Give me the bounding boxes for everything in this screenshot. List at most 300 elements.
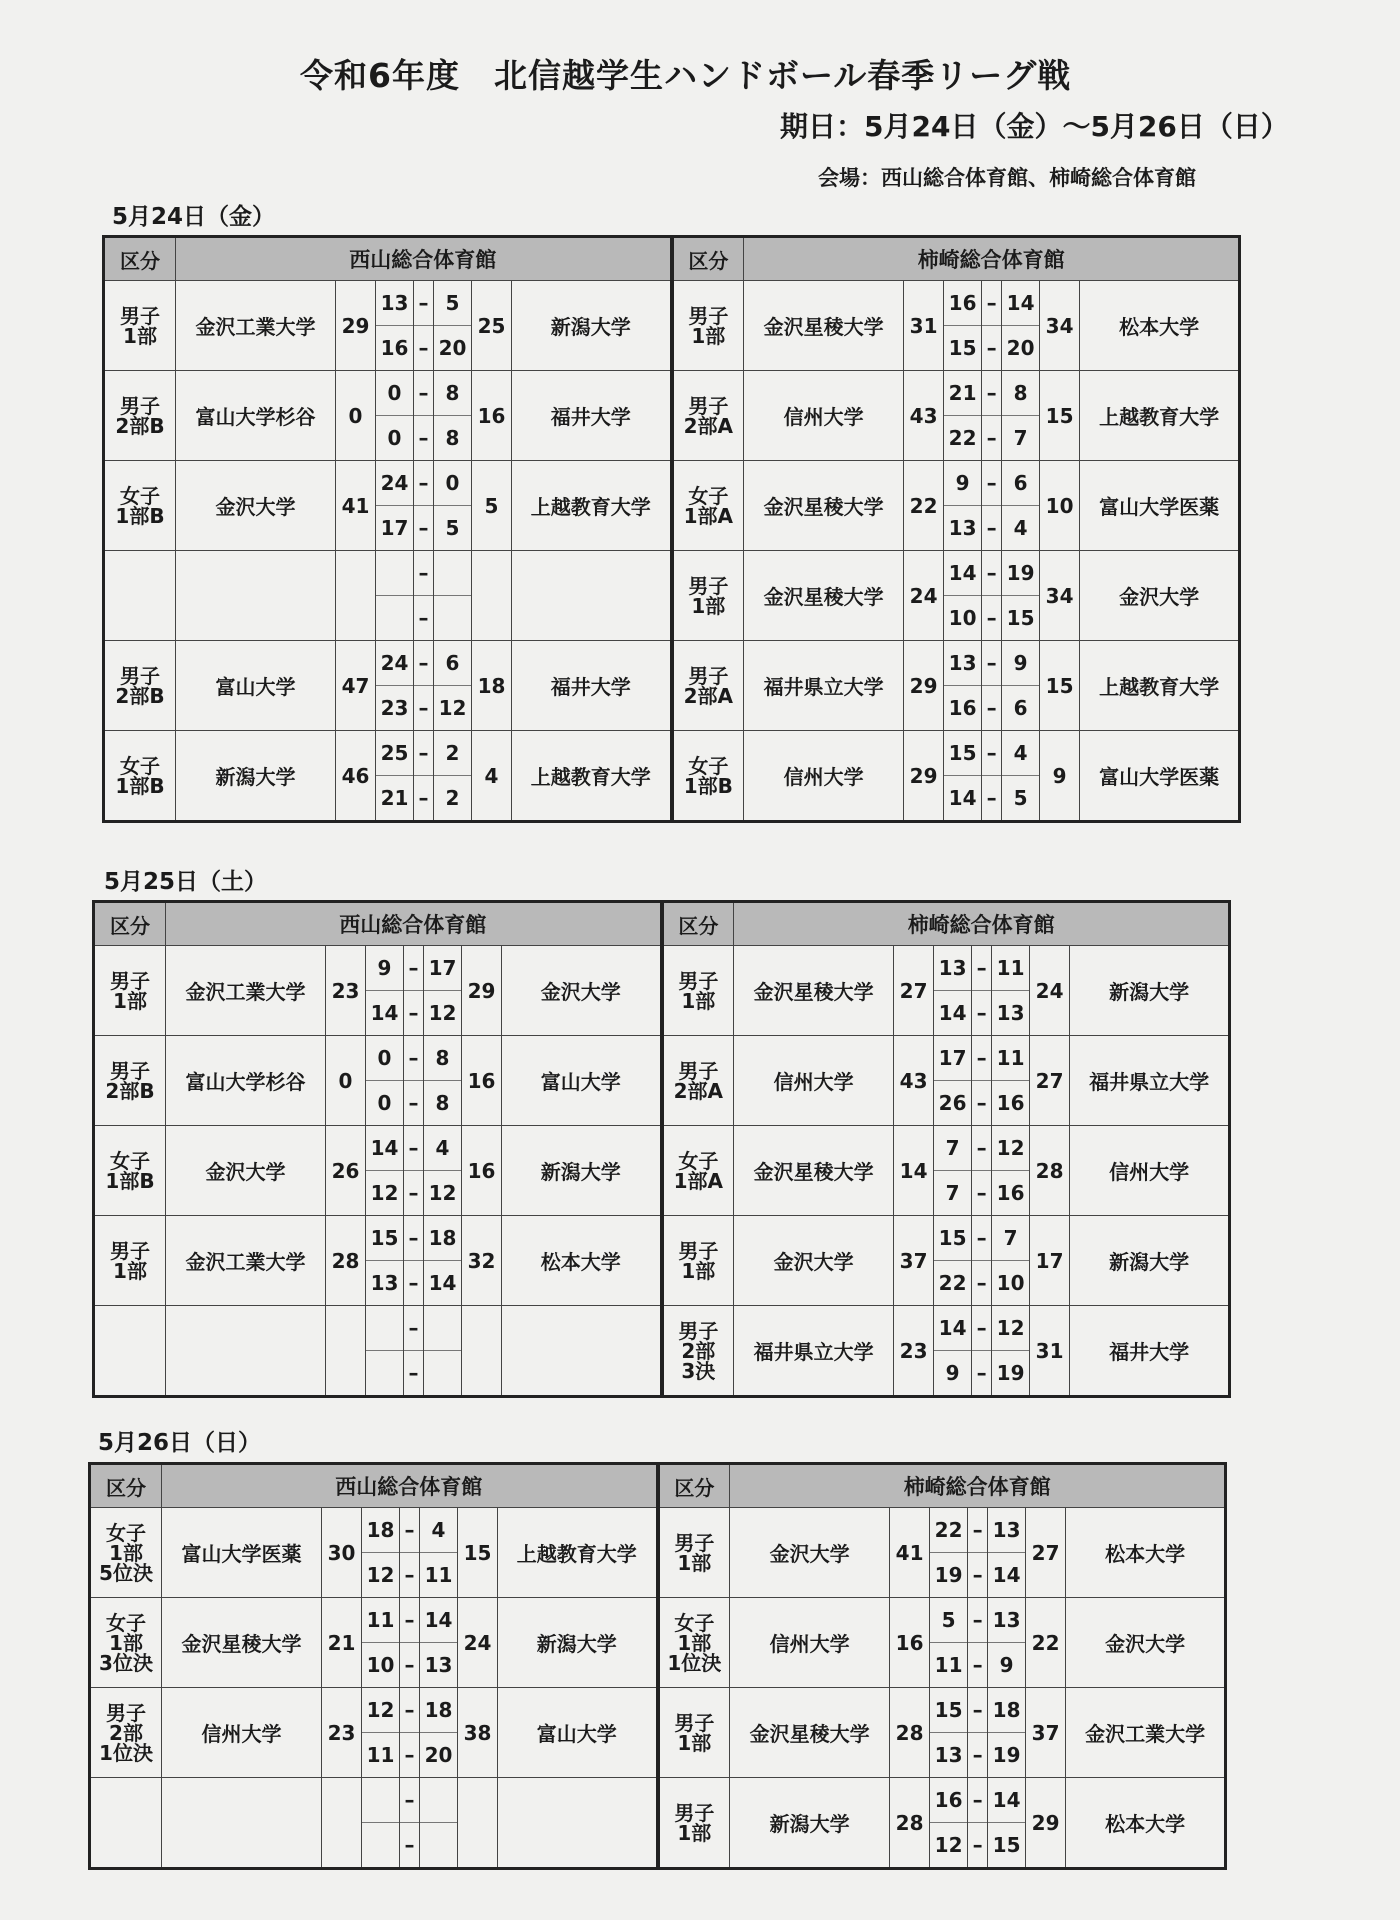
- day-schedule-table: [102, 235, 1241, 823]
- score-dash: [414, 641, 434, 731]
- match-row: [94, 946, 1230, 1036]
- match-row: [104, 641, 1240, 731]
- home-half-scores: [362, 1688, 400, 1778]
- category-cell: 男子 1部: [672, 551, 744, 641]
- away-half-scores: [434, 641, 472, 731]
- second-half-away: 12: [428, 1181, 457, 1205]
- second-half-home: 22: [938, 1271, 967, 1295]
- second-half-away: 12: [428, 1001, 457, 1025]
- category-cell: 男子 1部: [662, 946, 734, 1036]
- away-half-scores: [1002, 461, 1040, 551]
- away-team: 金沢大学: [1080, 551, 1240, 641]
- home-team: 金沢星稜大学: [744, 551, 904, 641]
- away-total-score: 32: [462, 1216, 502, 1306]
- first-half-home: 11: [362, 1598, 399, 1643]
- away-team: 新潟大学: [498, 1598, 658, 1688]
- dash-mark: –: [414, 461, 433, 506]
- first-half-away: 6: [1002, 461, 1039, 506]
- dash-mark: –: [968, 1778, 987, 1823]
- first-half-away: 12: [992, 1126, 1029, 1171]
- first-half-home: 22: [930, 1508, 967, 1553]
- first-half-home: 15: [930, 1688, 967, 1733]
- away-half-scores: [424, 1306, 462, 1397]
- home-team: 富山大学医薬: [162, 1508, 322, 1598]
- dash-mark: –: [404, 1036, 423, 1081]
- category-cell: 男子 2部A: [672, 641, 744, 731]
- home-team: 金沢大学: [176, 461, 336, 551]
- dash-mark: –: [414, 641, 433, 686]
- dash-mark: –: [986, 336, 997, 360]
- first-half-away: 18: [420, 1688, 457, 1733]
- away-team: 福井大学: [512, 371, 672, 461]
- second-half-away: [424, 1351, 461, 1395]
- away-team: 上越教育大学: [1080, 371, 1240, 461]
- dash-mark: –: [400, 1688, 419, 1733]
- away-half-scores: [992, 1306, 1030, 1397]
- home-total-score: 30: [322, 1508, 362, 1598]
- home-half-scores: [376, 281, 414, 371]
- score-dash: [982, 551, 1002, 641]
- dash-mark: –: [404, 946, 423, 991]
- category-header: 区分: [672, 237, 744, 281]
- first-half-home: 14: [944, 551, 981, 596]
- dash-mark: –: [400, 1508, 419, 1553]
- second-half-home: 19: [934, 1563, 963, 1587]
- away-half-scores: [434, 731, 472, 822]
- first-half-away: 8: [424, 1036, 461, 1081]
- home-half-scores: [362, 1508, 400, 1598]
- second-half-home: 13: [948, 516, 977, 540]
- category-cell: 女子 1部A: [662, 1126, 734, 1216]
- away-team: 福井県立大学: [1070, 1036, 1230, 1126]
- second-half-away: 16: [996, 1091, 1025, 1115]
- away-team: 新潟大学: [512, 281, 672, 371]
- home-half-scores: [934, 1306, 972, 1397]
- score-dash: [404, 1036, 424, 1126]
- second-half-home: 15: [948, 336, 977, 360]
- score-dash: [968, 1778, 988, 1869]
- home-half-scores: [366, 1126, 404, 1216]
- dash-mark: –: [968, 1688, 987, 1733]
- category-header: 区分: [94, 902, 166, 946]
- second-half-home: 0: [387, 426, 402, 450]
- home-total-score: 43: [904, 371, 944, 461]
- match-row: [104, 281, 1240, 371]
- first-half-away: 6: [434, 641, 471, 686]
- away-team: [498, 1778, 658, 1869]
- first-half-away: 9: [1002, 641, 1039, 686]
- home-total-score: 23: [894, 1306, 934, 1397]
- day-label: 5月26日（日）: [98, 1430, 262, 1456]
- second-half-away: 13: [424, 1653, 453, 1677]
- second-half-home: 7: [945, 1181, 960, 1205]
- home-team: 金沢大学: [166, 1126, 326, 1216]
- home-total-score: 24: [904, 551, 944, 641]
- category-cell: 女子 1部A: [672, 461, 744, 551]
- first-half-home: 0: [376, 371, 413, 416]
- second-half-away: 9: [999, 1653, 1014, 1677]
- dash-mark: –: [418, 516, 429, 540]
- dash-mark: –: [976, 1271, 987, 1295]
- second-half-away: 8: [435, 1091, 450, 1115]
- away-team: 富山大学: [498, 1688, 658, 1778]
- home-total-score: 41: [890, 1508, 930, 1598]
- away-team: 上越教育大学: [512, 461, 672, 551]
- category-cell: 男子 1部: [94, 946, 166, 1036]
- away-total-score: 27: [1026, 1508, 1066, 1598]
- home-total-score: 28: [890, 1688, 930, 1778]
- first-half-away: 7: [992, 1216, 1029, 1261]
- home-total-score: 22: [904, 461, 944, 551]
- dash-mark: –: [986, 606, 997, 630]
- dash-mark: –: [972, 1126, 991, 1171]
- dash-mark: –: [404, 1833, 415, 1857]
- away-total-score: 34: [1040, 551, 1080, 641]
- home-total-score: 31: [904, 281, 944, 371]
- first-half-home: 15: [934, 1216, 971, 1261]
- second-half-away: 15: [1006, 606, 1035, 630]
- away-total-score: 18: [472, 641, 512, 731]
- second-half-home: 14: [948, 786, 977, 810]
- away-team: 上越教育大学: [1080, 641, 1240, 731]
- away-half-scores: [1002, 641, 1040, 731]
- first-half-home: 18: [362, 1508, 399, 1553]
- dash-mark: –: [404, 1306, 423, 1351]
- second-half-home: 12: [934, 1833, 963, 1857]
- second-half-home: 13: [370, 1271, 399, 1295]
- home-team: 富山大学杉谷: [166, 1036, 326, 1126]
- away-team: 富山大学医薬: [1080, 461, 1240, 551]
- away-total-score: 17: [1030, 1216, 1070, 1306]
- home-team: 金沢星稜大学: [730, 1688, 890, 1778]
- second-half-home: 16: [948, 696, 977, 720]
- away-team: 新潟大学: [1070, 946, 1230, 1036]
- first-half-away: 14: [420, 1598, 457, 1643]
- dash-mark: –: [418, 336, 429, 360]
- home-half-scores: [944, 461, 982, 551]
- dash-mark: –: [982, 281, 1001, 326]
- home-total-score: 28: [326, 1216, 366, 1306]
- home-total-score: 0: [336, 371, 376, 461]
- second-half-away: 14: [992, 1563, 1021, 1587]
- home-team: [162, 1778, 322, 1869]
- first-half-away: 8: [1002, 371, 1039, 416]
- venue-header-right: 柿崎総合体育館: [734, 902, 1230, 946]
- score-dash: [400, 1598, 420, 1688]
- category-cell: 男子 2部B: [94, 1036, 166, 1126]
- home-total-score: 37: [894, 1216, 934, 1306]
- dash-mark: –: [972, 1306, 991, 1351]
- score-dash: [968, 1508, 988, 1598]
- away-total-score: [458, 1778, 498, 1869]
- category-cell: 男子 1部: [662, 1216, 734, 1306]
- away-total-score: [472, 551, 512, 641]
- away-half-scores: [420, 1508, 458, 1598]
- away-total-score: 22: [1026, 1598, 1066, 1688]
- home-total-score: 41: [336, 461, 376, 551]
- match-row: [94, 1216, 1230, 1306]
- dash-mark: –: [418, 696, 429, 720]
- second-half-away: 20: [1006, 336, 1035, 360]
- home-half-scores: [944, 731, 982, 822]
- home-half-scores: [376, 551, 414, 641]
- home-half-scores: [376, 371, 414, 461]
- dash-mark: –: [414, 281, 433, 326]
- away-total-score: 15: [1040, 641, 1080, 731]
- category-cell: 女子 1部 5位決: [90, 1508, 162, 1598]
- venue-header-left: 西山総合体育館: [166, 902, 662, 946]
- home-team: 金沢星稜大学: [734, 946, 894, 1036]
- category-cell: 男子 1部: [94, 1216, 166, 1306]
- category-cell: 男子 2部B: [104, 371, 176, 461]
- first-half-away: 8: [434, 371, 471, 416]
- dash-mark: –: [418, 606, 429, 630]
- away-team: 上越教育大学: [512, 731, 672, 822]
- home-team: 金沢星稜大学: [744, 281, 904, 371]
- home-team: 富山大学杉谷: [176, 371, 336, 461]
- home-total-score: [336, 551, 376, 641]
- first-half-away: [424, 1306, 461, 1351]
- score-dash: [972, 1216, 992, 1306]
- away-team: 富山大学医薬: [1080, 731, 1240, 822]
- home-total-score: [322, 1778, 362, 1869]
- venue-header-left: 西山総合体育館: [162, 1464, 658, 1508]
- dash-mark: –: [982, 641, 1001, 686]
- score-dash: [414, 371, 434, 461]
- match-row: [104, 371, 1240, 461]
- dash-mark: –: [982, 551, 1001, 596]
- first-half-home: 0: [366, 1036, 403, 1081]
- second-half-home: [362, 1823, 399, 1867]
- home-total-score: 27: [894, 946, 934, 1036]
- score-dash: [414, 551, 434, 641]
- first-half-away: 4: [420, 1508, 457, 1553]
- away-total-score: 16: [462, 1036, 502, 1126]
- second-half-away: 6: [1013, 696, 1028, 720]
- home-half-scores: [366, 946, 404, 1036]
- first-half-away: 13: [988, 1598, 1025, 1643]
- away-half-scores: [434, 371, 472, 461]
- first-half-away: 4: [424, 1126, 461, 1171]
- dash-mark: –: [986, 786, 997, 810]
- home-team: [166, 1306, 326, 1397]
- away-half-scores: [992, 946, 1030, 1036]
- score-dash: [982, 371, 1002, 461]
- dash-mark: –: [972, 946, 991, 991]
- home-team: 信州大学: [730, 1598, 890, 1688]
- away-team: 福井大学: [1070, 1306, 1230, 1397]
- home-team: 信州大学: [744, 371, 904, 461]
- home-total-score: 0: [326, 1036, 366, 1126]
- second-half-away: 12: [438, 696, 467, 720]
- dash-mark: –: [414, 731, 433, 776]
- dash-mark: –: [986, 516, 997, 540]
- away-half-scores: [988, 1688, 1026, 1778]
- second-half-away: [434, 596, 471, 640]
- home-half-scores: [944, 551, 982, 641]
- score-dash: [968, 1688, 988, 1778]
- away-total-score: 27: [1030, 1036, 1070, 1126]
- home-total-score: 29: [904, 731, 944, 822]
- away-team: 信州大学: [1070, 1126, 1230, 1216]
- second-half-home: 11: [366, 1743, 395, 1767]
- dash-mark: –: [408, 1181, 419, 1205]
- dash-mark: –: [408, 1271, 419, 1295]
- dash-mark: –: [408, 1361, 419, 1385]
- first-half-home: 13: [934, 946, 971, 991]
- second-half-home: 21: [380, 786, 409, 810]
- day-schedule-table: [92, 900, 1231, 1398]
- first-half-away: 14: [988, 1778, 1025, 1823]
- first-half-home: 9: [944, 461, 981, 506]
- home-total-score: 16: [890, 1598, 930, 1688]
- score-dash: [414, 461, 434, 551]
- home-half-scores: [934, 1036, 972, 1126]
- home-total-score: 23: [322, 1688, 362, 1778]
- home-team: 信州大学: [744, 731, 904, 822]
- away-half-scores: [992, 1036, 1030, 1126]
- away-total-score: 37: [1026, 1688, 1066, 1778]
- second-half-away: 2: [445, 786, 460, 810]
- category-cell: [90, 1778, 162, 1869]
- score-dash: [982, 461, 1002, 551]
- second-half-home: 12: [370, 1181, 399, 1205]
- dash-mark: –: [400, 1778, 419, 1823]
- away-total-score: 5: [472, 461, 512, 551]
- score-dash: [972, 1126, 992, 1216]
- score-dash: [400, 1508, 420, 1598]
- second-half-away: 19: [992, 1743, 1021, 1767]
- match-row: [94, 1126, 1230, 1216]
- venue-header-right: 柿崎総合体育館: [730, 1464, 1226, 1508]
- second-half-home: 10: [366, 1653, 395, 1677]
- dash-mark: –: [404, 1653, 415, 1677]
- home-total-score: 46: [336, 731, 376, 822]
- home-team: 新潟大学: [730, 1778, 890, 1869]
- home-half-scores: [930, 1598, 968, 1688]
- away-total-score: 29: [462, 946, 502, 1036]
- away-total-score: 34: [1040, 281, 1080, 371]
- category-cell: [104, 551, 176, 641]
- dash-mark: –: [976, 1091, 987, 1115]
- score-dash: [982, 731, 1002, 822]
- home-total-score: 14: [894, 1126, 934, 1216]
- score-dash: [414, 731, 434, 822]
- second-half-away: 11: [424, 1563, 453, 1587]
- score-dash: [404, 946, 424, 1036]
- dash-mark: –: [972, 1216, 991, 1261]
- home-team: 福井県立大学: [744, 641, 904, 731]
- category-header: 区分: [104, 237, 176, 281]
- away-half-scores: [992, 1126, 1030, 1216]
- event-venue: 会場：西山総合体育館、柿崎総合体育館: [818, 166, 1196, 190]
- first-half-home: 25: [376, 731, 413, 776]
- away-total-score: 15: [458, 1508, 498, 1598]
- second-half-away: 4: [1013, 516, 1028, 540]
- match-row: [90, 1778, 1226, 1869]
- match-row: [90, 1508, 1226, 1598]
- dash-mark: –: [986, 426, 997, 450]
- category-cell: 男子 1部: [104, 281, 176, 371]
- home-half-scores: [934, 946, 972, 1036]
- second-half-home: 9: [945, 1361, 960, 1385]
- score-dash: [414, 281, 434, 371]
- away-half-scores: [420, 1688, 458, 1778]
- day-label: 5月24日（金）: [112, 204, 276, 230]
- second-half-home: 11: [934, 1653, 963, 1677]
- away-total-score: 4: [472, 731, 512, 822]
- page-title: 令和6年度 北信越学生ハンドボール春季リーグ戦: [300, 56, 1072, 95]
- first-half-away: 11: [992, 1036, 1029, 1081]
- home-half-scores: [376, 461, 414, 551]
- home-team: 金沢星稜大学: [162, 1598, 322, 1688]
- first-half-away: 17: [424, 946, 461, 991]
- second-half-home: 16: [380, 336, 409, 360]
- home-total-score: 29: [904, 641, 944, 731]
- away-total-score: 16: [472, 371, 512, 461]
- dash-mark: –: [982, 461, 1001, 506]
- score-dash: [972, 946, 992, 1036]
- first-half-home: [366, 1306, 403, 1351]
- away-team: 新潟大学: [502, 1126, 662, 1216]
- away-total-score: [462, 1306, 502, 1397]
- away-team: 金沢工業大学: [1066, 1688, 1226, 1778]
- home-half-scores: [362, 1778, 400, 1869]
- home-half-scores: [944, 281, 982, 371]
- score-dash: [982, 641, 1002, 731]
- away-half-scores: [988, 1598, 1026, 1688]
- home-half-scores: [934, 1216, 972, 1306]
- home-half-scores: [362, 1598, 400, 1688]
- category-header: 区分: [662, 902, 734, 946]
- dash-mark: –: [414, 551, 433, 596]
- away-half-scores: [992, 1216, 1030, 1306]
- home-total-score: 23: [326, 946, 366, 1036]
- first-half-home: 16: [944, 281, 981, 326]
- away-team: 金沢大学: [1066, 1598, 1226, 1688]
- home-half-scores: [376, 731, 414, 822]
- second-half-away: 13: [996, 1001, 1025, 1025]
- first-half-away: 14: [1002, 281, 1039, 326]
- second-half-away: [420, 1823, 457, 1867]
- home-team: 金沢星稜大学: [734, 1126, 894, 1216]
- away-team: 金沢大学: [502, 946, 662, 1036]
- away-half-scores: [1002, 731, 1040, 822]
- dash-mark: –: [982, 731, 1001, 776]
- first-half-away: 18: [424, 1216, 461, 1261]
- score-dash: [400, 1688, 420, 1778]
- home-half-scores: [930, 1508, 968, 1598]
- dash-mark: –: [404, 1126, 423, 1171]
- score-dash: [972, 1306, 992, 1397]
- first-half-home: 13: [376, 281, 413, 326]
- away-half-scores: [434, 281, 472, 371]
- day-label: 5月25日（土）: [104, 869, 268, 895]
- category-cell: 男子 1部: [672, 281, 744, 371]
- away-team: 松本大学: [502, 1216, 662, 1306]
- second-half-home: 26: [938, 1091, 967, 1115]
- first-half-away: 12: [992, 1306, 1029, 1351]
- second-half-home: 14: [370, 1001, 399, 1025]
- away-half-scores: [1002, 281, 1040, 371]
- home-total-score: 28: [890, 1778, 930, 1869]
- match-row: [94, 1306, 1230, 1397]
- match-row: [94, 1036, 1230, 1126]
- first-half-home: 24: [376, 461, 413, 506]
- first-half-away: [420, 1778, 457, 1823]
- second-half-away: 8: [445, 426, 460, 450]
- score-dash: [968, 1598, 988, 1688]
